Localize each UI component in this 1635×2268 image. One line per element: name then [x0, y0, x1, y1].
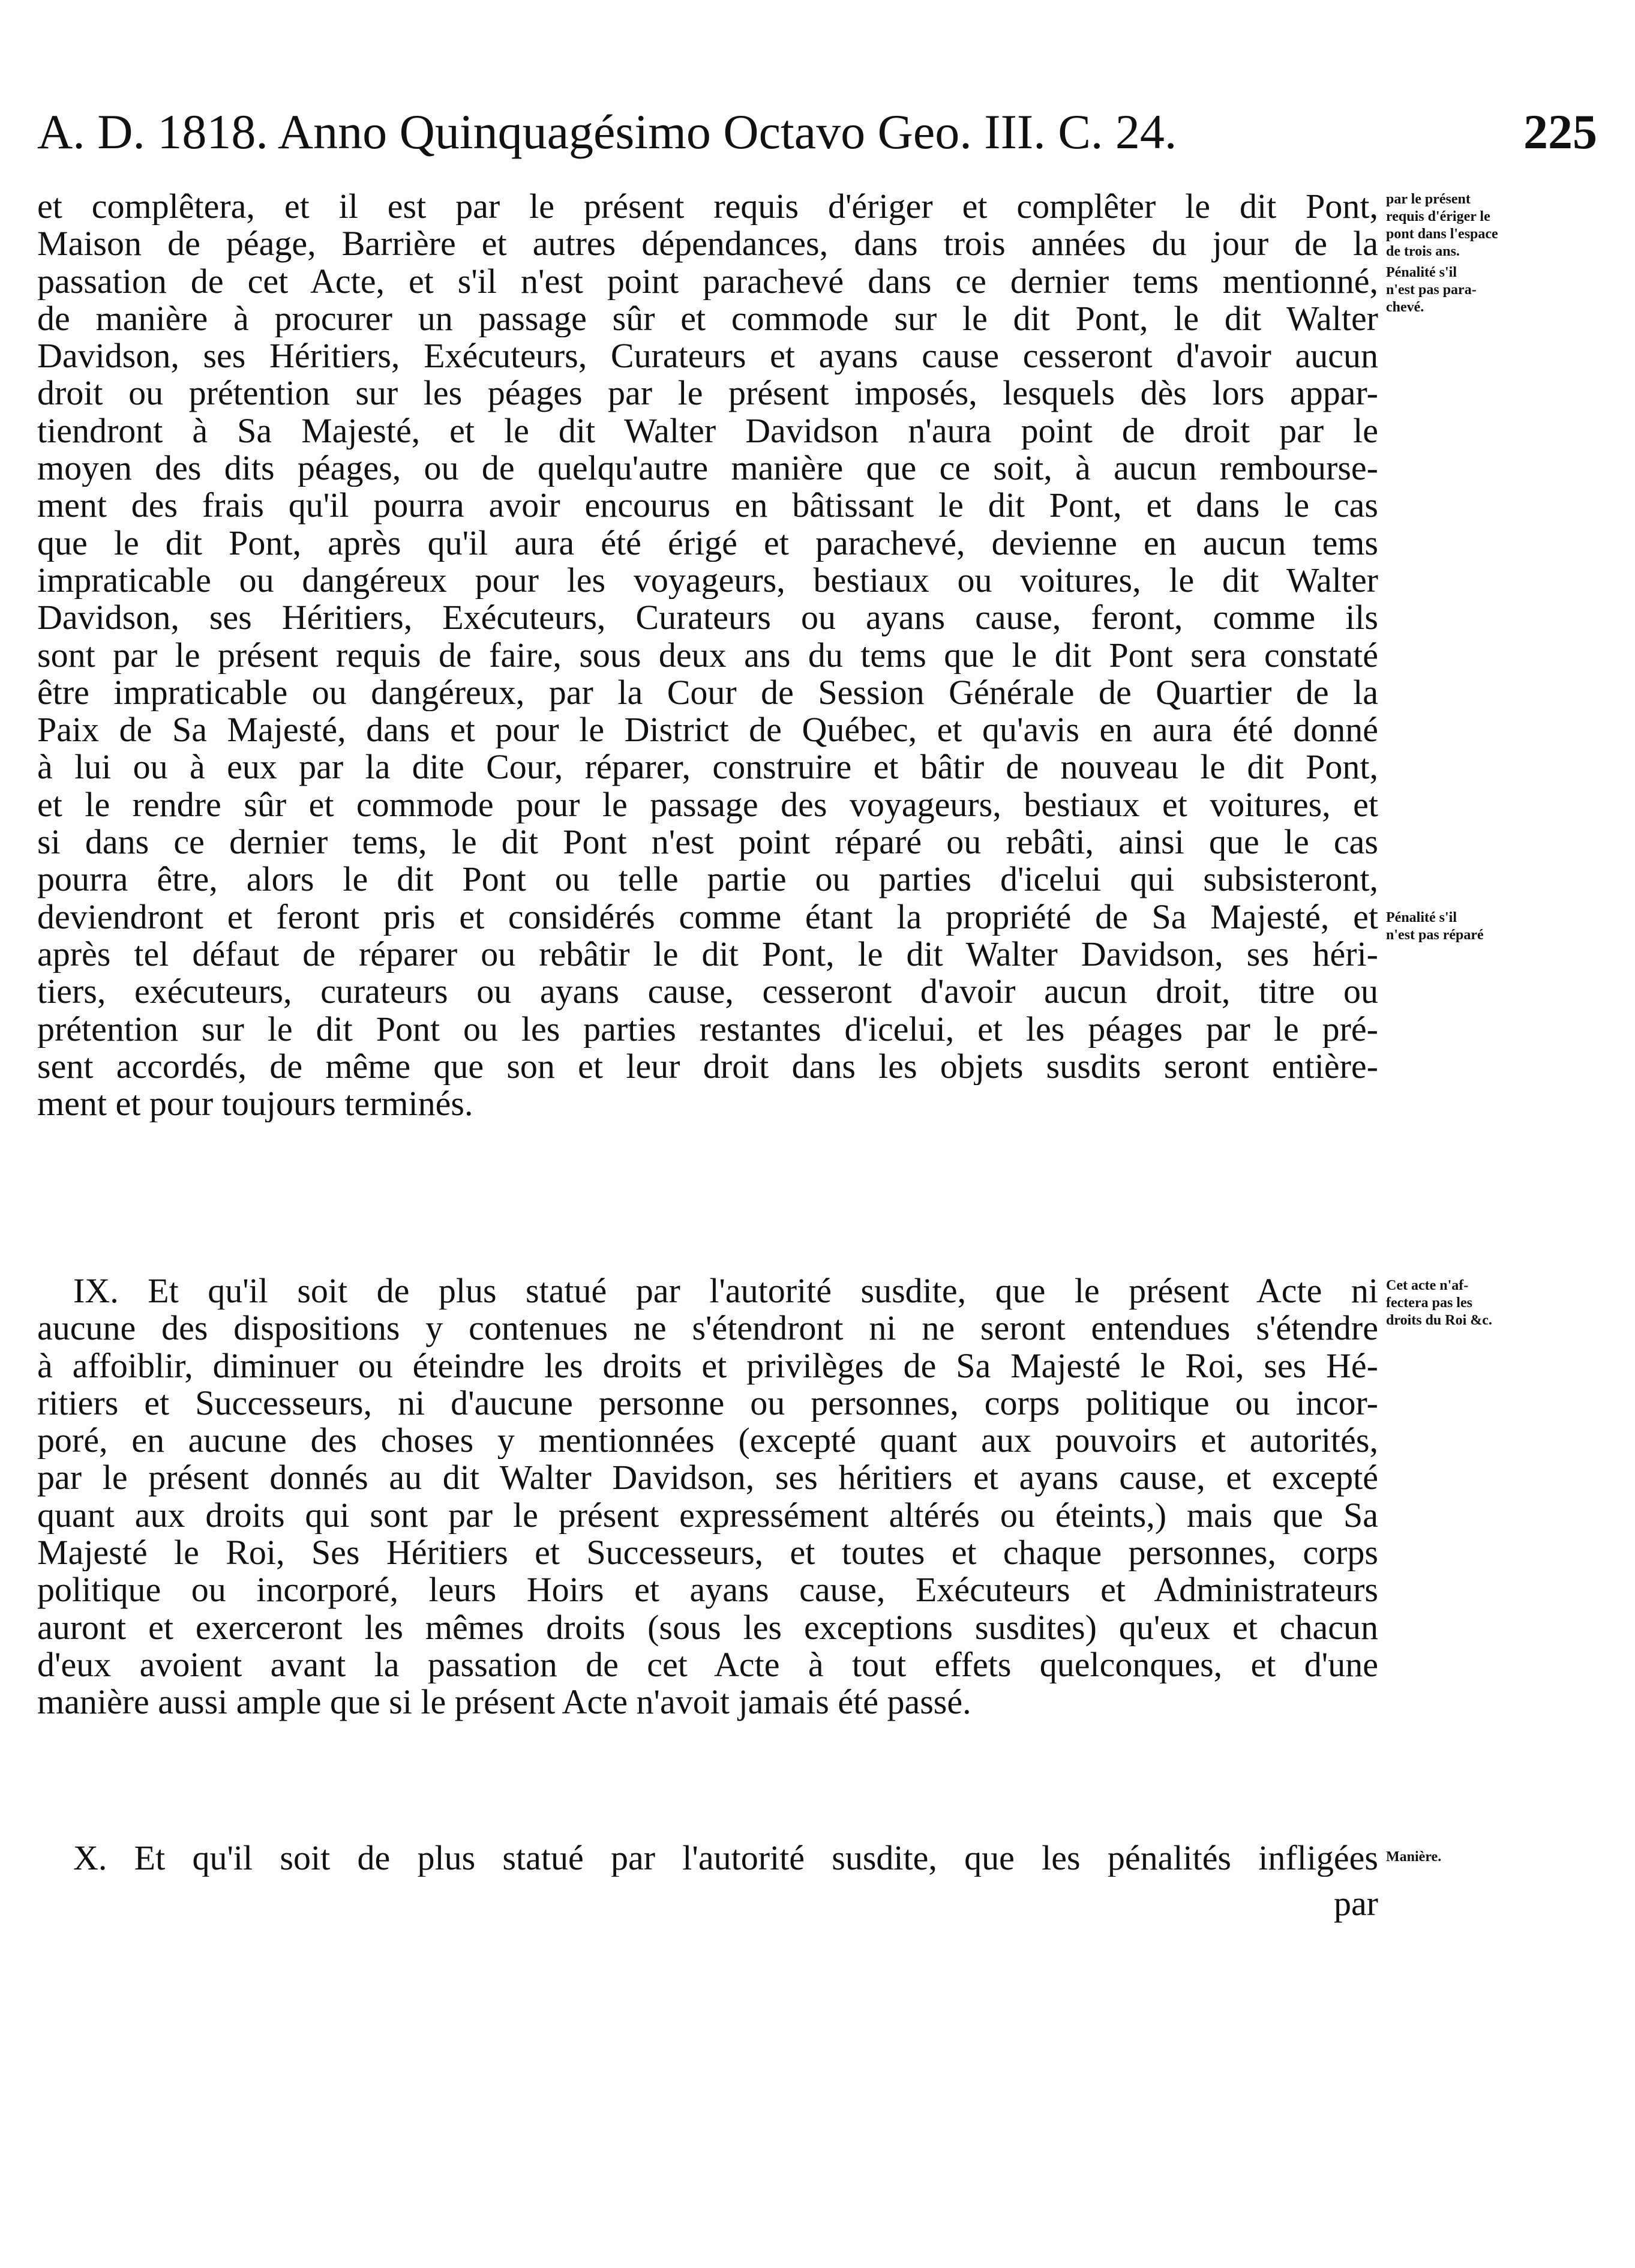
section-ix	[37, 1272, 1378, 1721]
text-line: être impraticable ou dangéreux, par la Cour de Session Générale de Quartier de la	[37, 673, 1378, 712]
margin-note-line: fectera pas les	[1386, 1295, 1472, 1311]
margin-note-line: pont dans l'espace	[1386, 226, 1498, 242]
margin-note-line: droits du Roi &c.	[1386, 1313, 1492, 1328]
text-line: Majesté le Roi, Ses Héritiers et Successeurs, et toutes et chaque personnes, corps	[37, 1534, 1378, 1572]
text-line: Maison de péage, Barrière et autres dépendances, dans trois années du jour de la	[37, 225, 1378, 263]
section-x	[37, 1839, 1378, 1923]
text-line: Davidson, ses Héritiers, Exécuteurs, Curateurs et ayans cause cesseront d'avoir aucun	[37, 337, 1378, 375]
margin-note-manner	[1386, 1848, 1560, 1866]
text-line: Davidson, ses Héritiers, Exécuteurs, Curateurs ou ayans cause, feront, comme ils	[37, 599, 1378, 637]
text-line: X. Et qu'il soit de plus statué par l'autorité susdite, que les pénalités infligées	[73, 1839, 1378, 1877]
text-line: et le rendre sûr et commode pour le passage des voyageurs, bestiaux et voitures, et	[37, 786, 1378, 824]
margin-note-penalty-unrepaired	[1386, 909, 1560, 944]
margin-note-line: n'est pas réparé	[1386, 927, 1484, 943]
margin-note-line: Manière.	[1386, 1849, 1442, 1865]
margin-note-line: Cet acte n'af-	[1386, 1278, 1469, 1293]
text-line: moyen des dits péages, ou de quelqu'autre manière que ce soit, à aucun rembourse-	[37, 450, 1378, 487]
text-line: sent accordés, de même que son et leur droit dans les objets susdits seront entière-	[37, 1047, 1378, 1086]
margin-note-line: Pénalité s'il	[1386, 910, 1457, 925]
text-line: que le dit Pont, après qu'il aura été érigé et parachevé, devienne en aucun tems	[37, 524, 1378, 562]
catchword: par	[1333, 1885, 1378, 1923]
text-line: et complêtera, et il est par le présent requis d'ériger et complêter le dit Pont,	[37, 188, 1378, 226]
text-line: tiers, exécuteurs, curateurs ou ayans cause, cesseront d'avoir aucun droit, titre ou	[37, 973, 1378, 1011]
margin-note-line: n'est pas para-	[1386, 282, 1477, 298]
text-line: manière aussi ample que si le présent Acte n'avoit jamais été passé.	[37, 1683, 971, 1721]
margin-note-line: par le présent	[1386, 191, 1471, 207]
text-line: prétention sur le dit Pont ou les parties restantes d'icelui, et les péages par le pré-	[37, 1010, 1378, 1048]
text-line: politique ou incorporé, leurs Hoirs et ayans cause, Exécuteurs et Administrateurs	[37, 1571, 1378, 1609]
text-line: ritiers et Successeurs, ni d'aucune personne ou personnes, corps politique ou incor-	[37, 1384, 1378, 1422]
margin-note-line: chevé.	[1386, 299, 1424, 315]
text-line: par le présent donnés au dit Walter Davidson, ses héritiers et ayans cause, et excepté	[37, 1459, 1378, 1497]
margin-note-line: requis d'ériger le	[1386, 209, 1490, 224]
text-line: impraticable ou dangéreux pour les voyageurs, bestiaux ou voitures, le dit Walter	[37, 561, 1378, 600]
text-line: si dans ce dernier tems, le dit Pont n'est point réparé ou rebâti, ainsi que le cas	[37, 823, 1378, 861]
margin-note-penalty-unfinished	[1386, 264, 1560, 316]
page-number: 225	[1523, 104, 1597, 159]
text-line: après tel défaut de réparer ou rebâtir le dit Pont, le dit Walter Davidson, ses héri-	[37, 935, 1378, 973]
text-line: IX. Et qu'il soit de plus statué par l'autorité susdite, que le présent Acte ni	[73, 1272, 1378, 1310]
text-line: tiendront à Sa Majesté, et le dit Walter Davidson n'aura point de droit par le	[37, 412, 1378, 450]
text-line: aucune des dispositions y contenues ne s'étendront ni ne seront entendues s'étendre	[37, 1310, 1378, 1347]
text-line: poré, en aucune des choses y mentionnées (excepté quant aux pouvoirs et autorités,	[37, 1422, 1378, 1460]
margin-note-kings-rights	[1386, 1277, 1560, 1329]
text-line: deviendront et feront pris et considérés comme étant la propriété de Sa Majesté, et	[37, 898, 1378, 936]
running-header	[37, 99, 1597, 165]
paragraph-continuation	[37, 188, 1378, 1122]
text-line: à lui ou à eux par la dite Cour, réparer, construire et bâtir de nouveau le dit Pont,	[37, 748, 1378, 786]
text-line: de manière à procurer un passage sûr et commode sur le dit Pont, le dit Walter	[37, 299, 1378, 338]
text-line: Paix de Sa Majesté, dans et pour le District de Québec, et qu'avis en aura été donné	[37, 711, 1378, 749]
text-line: d'eux avoient avant la passation de cet Acte à tout effets quelconques, et d'une	[37, 1646, 1378, 1684]
text-line: à affoiblir, diminuer ou éteindre les droits et privilèges de Sa Majesté le Roi, ses Hé-	[37, 1347, 1378, 1385]
text-line: ment des frais qu'il pourra avoir encourus en bâtissant le dit Pont, et dans le cas	[37, 487, 1378, 525]
text-line: quant aux droits qui sont par le présent expressément altérés ou éteints,) mais que Sa	[37, 1496, 1378, 1535]
running-title: A. D. 1818. Anno Quinquagésimo Octavo Geo. III. C. 24.	[37, 104, 1177, 159]
text-line: sont par le présent requis de faire, sous deux ans du tems que le dit Pont sera constaté	[37, 636, 1378, 674]
margin-note-line: Pénalité s'il	[1386, 265, 1457, 280]
text-line: droit ou prétention sur les péages par le présent imposés, lesquels dès lors appar-	[37, 374, 1378, 412]
text-line: passation de cet Acte, et s'il n'est point parachevé dans ce dernier tems mentionné,	[37, 262, 1378, 300]
margin-note-line: de trois ans.	[1386, 244, 1460, 259]
margin-note-erection-deadline	[1386, 191, 1560, 260]
text-line: pourra être, alors le dit Pont ou telle partie ou parties d'icelui qui subsisteront,	[37, 861, 1378, 898]
text-line: ment et pour toujours terminés.	[37, 1085, 473, 1123]
text-line: auront et exerceront les mêmes droits (sous les exceptions susdites) qu'eux et chacun	[37, 1608, 1378, 1646]
